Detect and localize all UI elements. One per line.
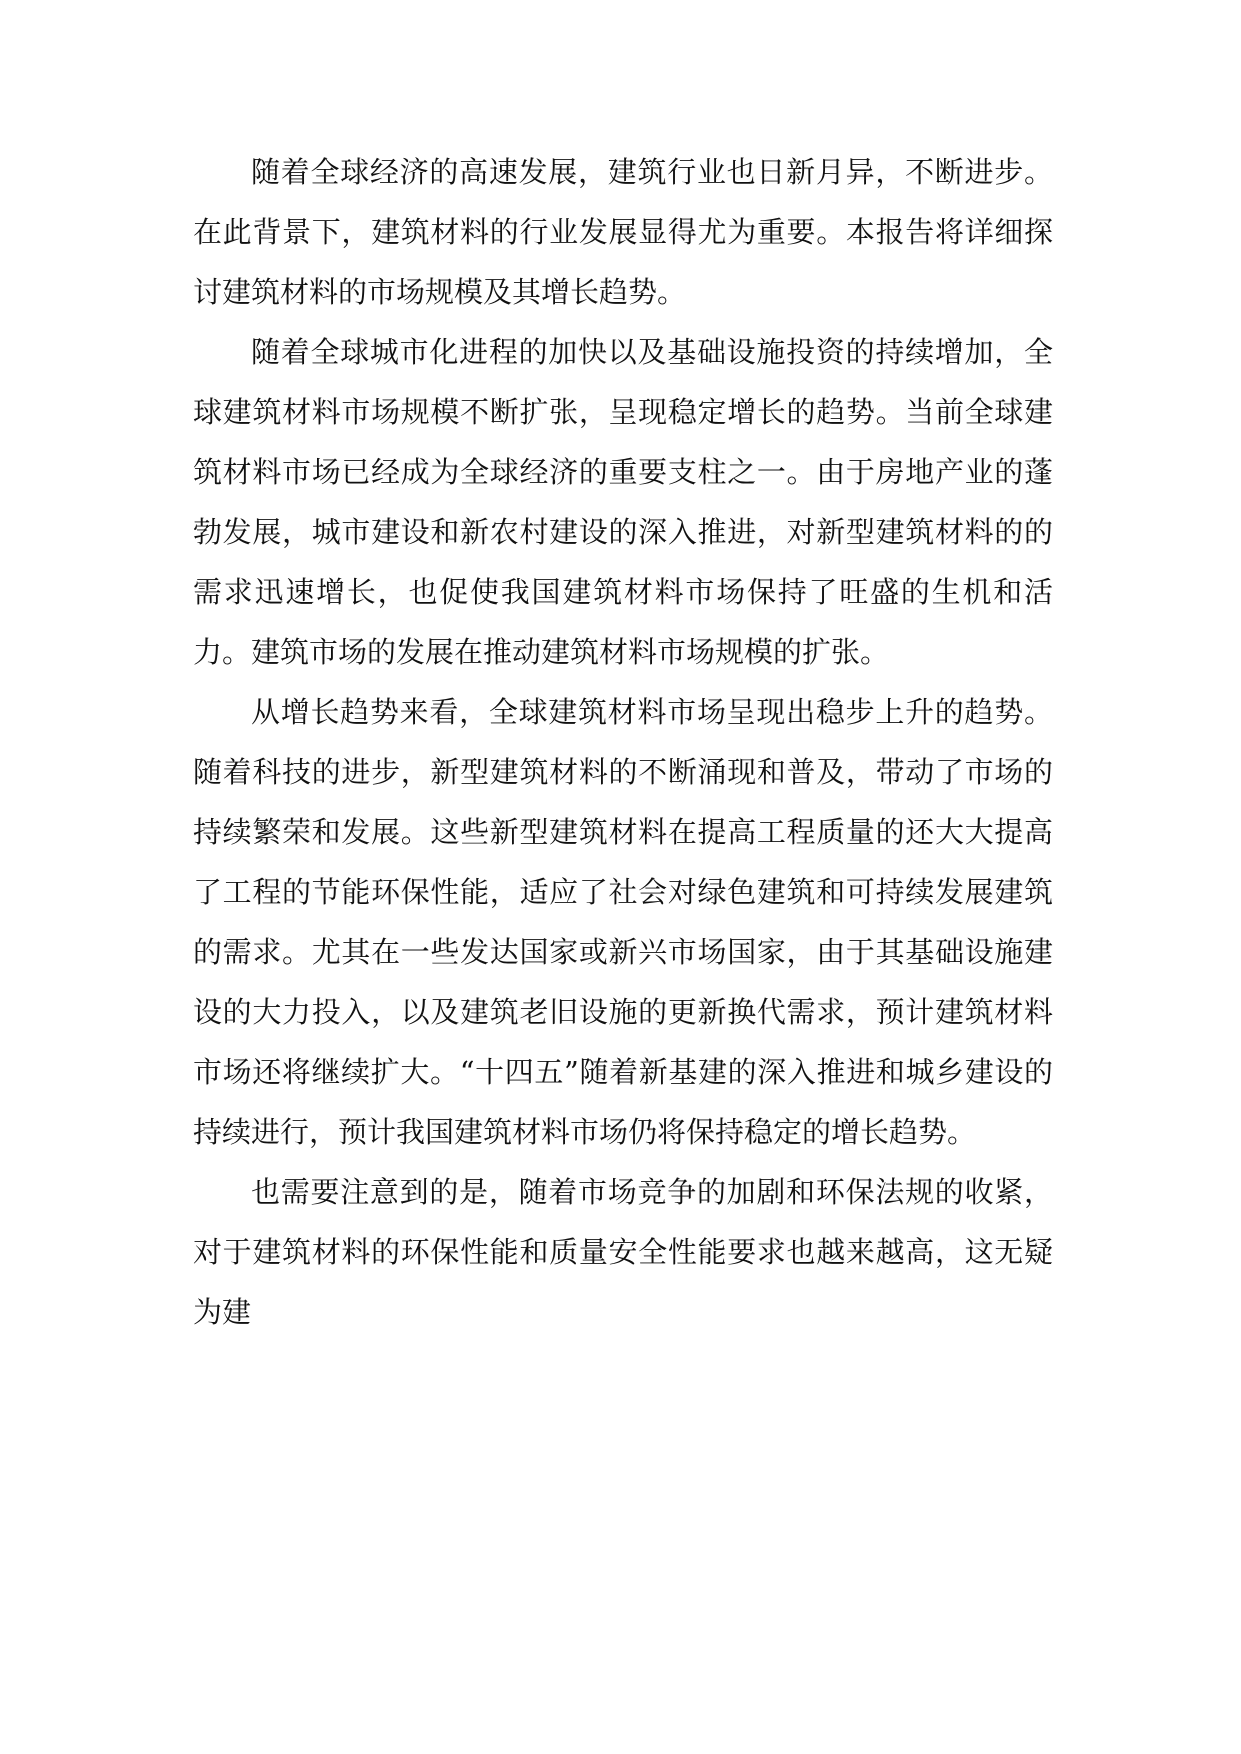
- document-body: [193, 142, 1053, 1342]
- paragraph-growth-trend: 从增长趋势来看，全球建筑材料市场呈现出稳步上升的趋势。随着科技的进步，新型建筑材料的不断涌现和普及，带动了市场的持续繁荣和发展。这些新型建筑材料在提高工程质量的还大大提高了工程的节能环保性能，适应了社会对绿色建筑和可持续发展建筑的需求。尤其在一些发达国家或新兴市场国家，由于其基础设施建设的大力投入，以及建筑老旧设施的更新换代需求，预计建筑材料市场还将继续扩大。“十四五”随着新基建的深入推进和城乡建设的持续进行，预计我国建筑材料市场仍将保持稳定的增长趋势。: [193, 695, 1053, 1149]
- paragraph-environmental-requirements: 也需要注意到的是，随着市场竞争的加剧和环保法规的收紧，对于建筑材料的环保性能和质量安全性能要求也越来越高，这无疑为建: [193, 1175, 1053, 1329]
- paragraph-market-scale: 随着全球城市化进程的加快以及基础设施投资的持续增加，全球建筑材料市场规模不断扩张，呈现稳定增长的趋势。当前全球建筑材料市场已经成为全球经济的重要支柱之一。由于房地产业的蓬勃发展，城市建设和新农村建设的深入推进，对新型建筑材料的的需求迅速增长，也促使我国建筑材料市场保持了旺盛的生机和活力。建筑市场的发展在推动建筑材料市场规模的扩张。: [193, 335, 1053, 669]
- paragraph-introduction: 随着全球经济的高速发展，建筑行业也日新月异，不断进步。在此背景下，建筑材料的行业发展显得尤为重要。本报告将详细探讨建筑材料的市场规模及其增长趋势。: [193, 155, 1053, 309]
